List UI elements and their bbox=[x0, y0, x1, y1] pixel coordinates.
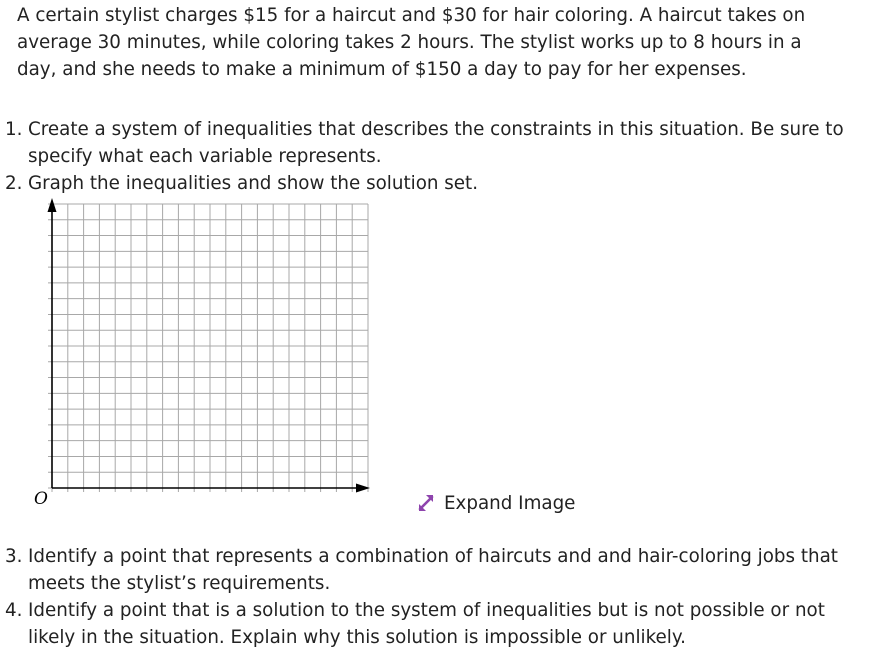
expand-image-button[interactable] bbox=[414, 488, 575, 518]
expand-arrows-icon bbox=[414, 491, 438, 515]
grid-lines bbox=[48, 204, 368, 492]
origin-label: O bbox=[34, 489, 48, 506]
coordinate-grid bbox=[30, 196, 380, 506]
question-number: 3. bbox=[5, 546, 23, 567]
question-2 bbox=[5, 170, 865, 197]
question-text: Create a system of inequalities that describes the constraints in this situation. Be sure to specify what each variable represents. bbox=[28, 119, 844, 167]
question-number: 1. bbox=[5, 119, 23, 140]
expand-image-label: Expand Image bbox=[444, 492, 576, 514]
question-text: Identify a point that is a solution to the system of inequalities but is not possible or not likely in the situation. Explain why this solution is impossible or unlikely. bbox=[28, 600, 825, 648]
question-number: 4. bbox=[5, 600, 23, 621]
question-4 bbox=[5, 597, 865, 651]
coordinate-grid-svg bbox=[30, 196, 380, 506]
question-text: Identify a point that represents a combination of haircuts and and hair-coloring jobs that meets the stylist’s requirements. bbox=[28, 546, 838, 594]
question-text: Graph the inequalities and show the solution set. bbox=[28, 173, 479, 194]
y-axis-arrow bbox=[48, 198, 57, 212]
question-3 bbox=[5, 543, 865, 597]
problem-intro: A certain stylist charges $15 for a haircut and $30 for hair coloring. A haircut takes on average 30 minutes, while coloring takes 2 hours. The stylist works up to 8 hours in a day, and she needs to make a minimum of $150 a day to pay for her expenses. bbox=[17, 5, 806, 80]
question-1 bbox=[5, 116, 865, 170]
question-number: 2. bbox=[5, 173, 23, 194]
